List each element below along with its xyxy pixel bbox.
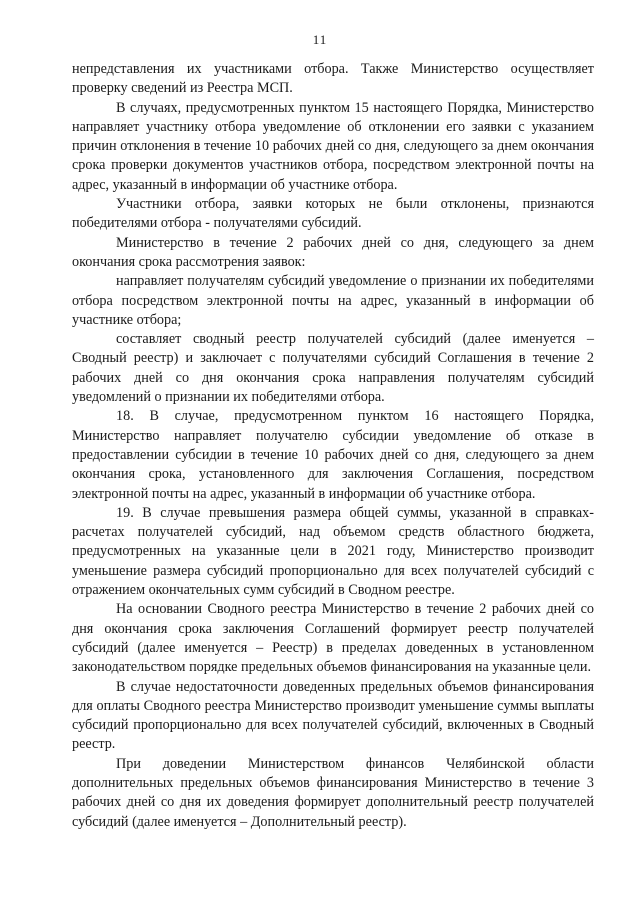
paragraph: При доведении Министерством финансов Челябинской области дополнительных предельных объемов финансирования Министерство в течение 3 рабочих дней со дня их доведения формирует дополнительный реестр получателей субсидий (далее именуется – Дополнительный реестр).	[72, 755, 594, 830]
paragraph: В случаях, предусмотренных пунктом 15 настоящего Порядка, Министерство направляет участнику отбора уведомление об отклонении его заявки с указанием причин отклонения в течение 10 рабочих дней со дня, следующего за днем окончания срока проверки документов участников отбора, посредством электронной почты на адрес, указанный в информации об участнике отбора.	[72, 99, 594, 193]
paragraph: В случае недостаточности доведенных предельных объемов финансирования для оплаты Сводного реестра Министерство производит уменьшение суммы выплаты субсидий пропорционально для всех получателей субсидий, включенных в Сводный реестр.	[72, 678, 594, 753]
page-number: 11	[312, 32, 328, 47]
paragraph: непредставления их участниками отбора. Также Министерство осуществляет проверку сведений из Реестра МСП.	[72, 61, 594, 97]
document-body	[72, 60, 594, 832]
paragraph: Министерство в течение 2 рабочих дней со дня, следующего за днем окончания срока рассмотрения заявок:	[72, 234, 594, 270]
paragraph: На основании Сводного реестра Министерство в течение 2 рабочих дней со дня окончания срока заключения Соглашений формирует реестр получателей субсидий (далее именуется – Реестр) в пределах доведенных в установленном законодательством порядке предельных объемов финансирования на указанные цели.	[72, 601, 594, 676]
paragraph-item-18: 18. В случае, предусмотренном пунктом 16 настоящего Порядка, Министерство направляет получателю субсидии уведомление об отказе в предоставлении субсидии в течение 10 рабочих дней со дня, следующего за днем окончания срока, установленного для заключения Соглашения, посредством электронной почты на адрес, указанный в информации об участнике отбора.	[72, 408, 594, 502]
paragraph: Участники отбора, заявки которых не были отклонены, признаются победителями отбора - получателями субсидий.	[72, 196, 594, 232]
paragraph: направляет получателям субсидий уведомление о признании их победителями отбора посредством электронной почты на адрес, указанный в информации об участнике отбора;	[72, 273, 594, 328]
paragraph-item-19: 19. В случае превышения размера общей суммы, указанной в справках-расчетах получателей субсидий, над объемом средств областного бюджета, предусмотренных на указанные цели в 2021 году, Министерство производит уменьшение размера субсидий пропорционально для всех получателей субсидий с отражением окончательных сумм субсидий в Сводном реестре.	[72, 504, 594, 599]
paragraph: составляет сводный реестр получателей субсидий (далее именуется – Сводный реестр) и заключает с получателями субсидий Соглашения в течение 2 рабочих дней со дня окончания срока направления получателям субсидий уведомлений о признании их победителями отбора.	[72, 331, 594, 406]
